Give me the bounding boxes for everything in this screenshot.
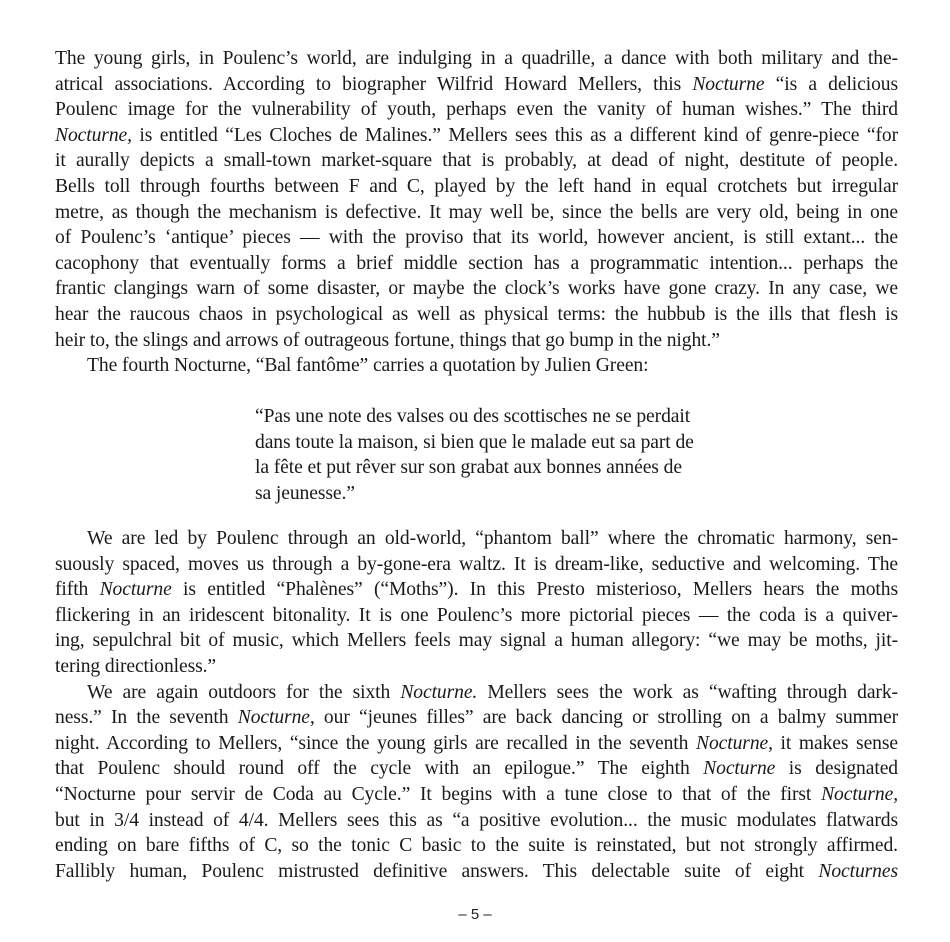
text-line: [55, 756, 898, 782]
text-run: flickering in an iridescent bitonality. It is one Poulenc’s more pictorial pieces — the coda is a quiver-: [55, 604, 898, 626]
text-line: [55, 526, 898, 552]
text-run: fifth: [55, 579, 100, 601]
text-line: [55, 782, 898, 808]
text-run: it aurally depicts a small-town market-square that is probably, at dead of night, destitute of people.: [55, 150, 898, 172]
text-run: our “jeunes filles” are back dancing or strolling on a balmy summer: [314, 707, 898, 729]
italic-title: Nocturne,: [695, 732, 773, 754]
paragraph-sixth-to-eighth: [55, 680, 898, 885]
text-run: We are again outdoors for the sixth: [87, 681, 401, 703]
text-run: “Nocturne pour servir de Coda au Cycle.” It begins with a tune close to that of the first: [55, 783, 822, 805]
text-run: Fallibly human, Poulenc mistrusted definitive answers. This delectable suite of eight: [55, 860, 819, 882]
text-run: hear the raucous chaos in psychological as well as physical terms: the hubbub is the ills that flesh is: [55, 303, 898, 325]
text-run: night. According to Mellers, “since the young girls are recalled in the seventh: [55, 732, 696, 754]
text-line: [55, 628, 898, 654]
text-run: Bells toll through fourths between F and C, played by the left hand in equal crotchets but irregular: [55, 175, 898, 197]
block-quote-julien-green: [255, 404, 775, 506]
text-line: [55, 97, 898, 123]
italic-title: Nocturne: [99, 579, 172, 601]
italic-title: Nocturne: [692, 73, 765, 95]
quote-line: sa jeunesse.”: [255, 482, 355, 504]
text-run: ness.” In the seventh: [55, 707, 238, 729]
text-run: is designated: [775, 758, 898, 780]
quote-line: “Pas une note des valses ou des scottisches ne se perdait: [255, 406, 691, 427]
paragraph-phantom-ball: [55, 526, 898, 680]
text-line: [55, 859, 898, 885]
text-run: suously spaced, moves us through a by-gone-era waltz. It is dream-like, seductive and welcoming. The: [55, 553, 898, 575]
text-line: [55, 603, 898, 629]
text-line: [55, 328, 898, 354]
text-run: Poulenc image for the vulnerability of youth, perhaps even the vanity of human wishes.” The third: [55, 99, 898, 121]
text-run: Mellers sees the work as “wafting through dark-: [477, 681, 898, 703]
page-number: – 5 –: [458, 906, 492, 923]
text-run: We are led by Poulenc through an old-world, “phantom ball” where the chromatic harmony, sen-: [87, 528, 898, 549]
text-line: [55, 731, 898, 757]
text-line: [55, 808, 898, 834]
text-line: [55, 302, 898, 328]
text-run: of Poulenc’s ‘antique’ pieces — with the proviso that its world, however ancient, is still extant... the: [55, 227, 898, 249]
text-run: “is a delicious: [764, 73, 898, 95]
text-run: ing, sepulchral bit of music, which Mellers feels may signal a human allegory: “we may be moths, jit-: [55, 630, 898, 652]
text-run: tering directionless.”: [55, 655, 217, 677]
italic-title: Nocturnes: [818, 860, 898, 882]
text-run: frantic clangings warn of some disaster, or maybe the clock’s works have gone crazy. In any case, we: [55, 278, 898, 300]
text-run: metre, as though the mechanism is defective. It may well be, since the bells are very old, being in one: [55, 201, 898, 223]
later-paragraphs: [55, 526, 898, 884]
text-line: [55, 200, 898, 226]
text-line: [55, 705, 898, 731]
page-body: [55, 46, 898, 882]
text-line: [55, 680, 898, 706]
text-line: [55, 123, 898, 149]
text-run: but in 3/4 instead of 4/4. Mellers sees this as “a positive evolution... the music modulates flatwards: [55, 809, 898, 831]
italic-title: Nocturne: [703, 758, 776, 780]
text-run: is entitled “Phalènes” (“Moths”). In this Presto misterioso, Mellers hears the moths: [171, 579, 898, 601]
italic-title: Nocturne,: [237, 707, 315, 729]
text-line: [55, 174, 898, 200]
text-line: [55, 46, 898, 72]
italic-title: Nocturne.: [400, 681, 478, 703]
text-line: [55, 251, 898, 277]
text-run: ending on bare fifths of C, so the tonic C basic to the suite is reinstated, but not strongly affirmed.: [55, 835, 898, 857]
text-line: [55, 276, 898, 302]
italic-title: Nocturne,: [55, 124, 132, 146]
text-line: [55, 72, 898, 98]
text-run: it makes sense: [772, 732, 898, 754]
text-run: The young girls, in Poulenc’s world, are indulging in a quadrille, a dance with both military and the-: [55, 48, 898, 69]
text-line: [55, 148, 898, 174]
text-line: [55, 654, 898, 680]
text-run: heir to, the slings and arrows of outrageous fortune, things that go bump in the night.”: [55, 329, 720, 351]
text-line: [55, 577, 898, 603]
text-run: atrical associations. According to biographer Wilfrid Howard Mellers, this: [55, 73, 693, 95]
text-line: [55, 552, 898, 578]
quote-line: dans toute la maison, si bien que le malade eut sa part de: [255, 431, 694, 453]
text-run: cacophony that eventually forms a brief middle section has a programmatic intention... perhaps the: [55, 252, 898, 274]
paragraph-quadrille: [55, 46, 898, 353]
italic-title: Nocturne,: [821, 783, 898, 805]
quote-line: la fête et put rêver sur son grabat aux bonnes années de: [255, 457, 682, 479]
paragraph-fourth-nocturne-intro: The fourth Nocturne, “Bal fantôme” carries a quotation by Julien Green:: [87, 355, 649, 377]
text-line: [55, 833, 898, 859]
text-line: [55, 225, 898, 251]
text-run: that Poulenc should round off the cycle with an epilogue.” The eighth: [55, 758, 704, 780]
text-run: is entitled “Les Cloches de Malines.” Mellers sees this as a different kind of genre-piece “for: [131, 124, 898, 146]
